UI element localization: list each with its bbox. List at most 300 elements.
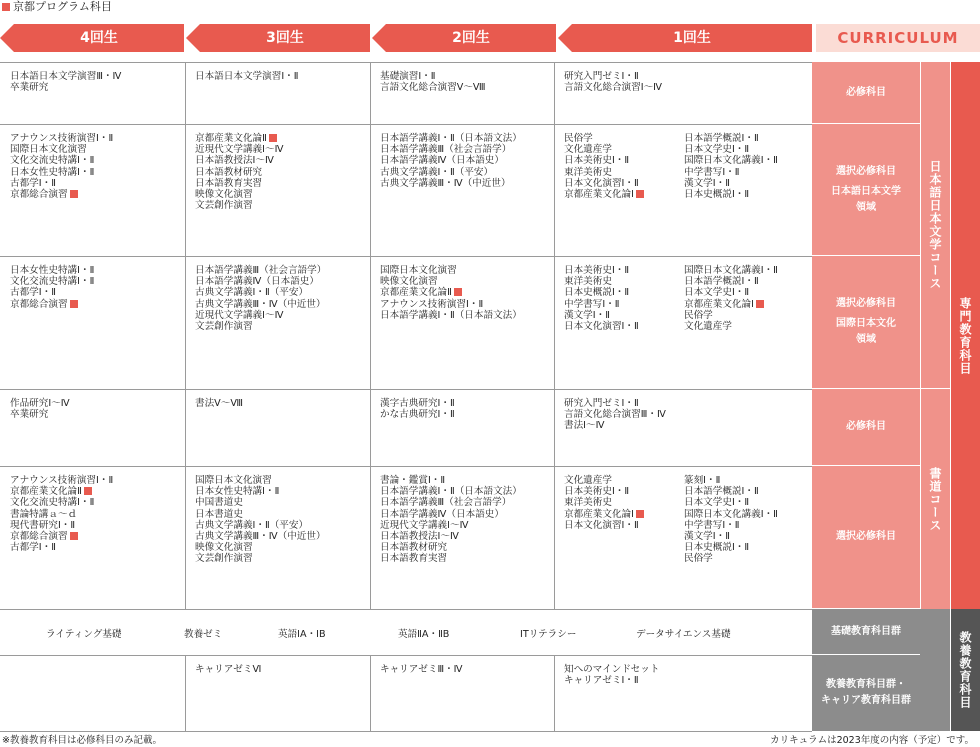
course-name: 日本語学講義Ⅳ（日本語史）: [195, 276, 319, 288]
course-name: 民俗学: [684, 309, 713, 321]
course-name: 研究入門ゼミⅠ・Ⅱ: [564, 398, 639, 409]
basic-course-item: 教養ゼミ: [184, 629, 223, 640]
course-item: [195, 531, 370, 542]
curriculum-cell: [676, 256, 812, 389]
course-item: [10, 144, 185, 155]
course-item: [10, 475, 185, 486]
course-item: [564, 675, 812, 686]
course-name: キャリアゼミⅢ・Ⅳ: [380, 664, 463, 675]
kyoto-program-marker-icon: [636, 510, 644, 518]
course-item: [684, 265, 812, 276]
course-name: 古典文学講義Ⅲ・Ⅳ（中近世）: [195, 298, 326, 310]
course-name: アナウンス技術演習Ⅰ・Ⅱ: [10, 133, 114, 144]
course-item: [564, 276, 676, 287]
course-name: 日本語教育実習: [380, 553, 448, 565]
course-item: [684, 155, 812, 166]
course-item: [380, 310, 554, 321]
course-item: [380, 409, 554, 420]
course-name: 民俗学: [564, 133, 593, 144]
course-name: 文芸創作演習: [195, 321, 253, 333]
course-label-nihongo: 日本語日本文学コース: [920, 62, 950, 389]
course-item: [684, 299, 812, 310]
course-name: 知へのマインドセット: [564, 664, 660, 675]
kyoto-program-marker-icon: [269, 134, 277, 142]
course-item: [380, 71, 554, 82]
category-label: [812, 389, 920, 466]
course-item: [10, 509, 185, 520]
course-name: 文化遺産学: [564, 144, 612, 156]
course-item: [10, 542, 185, 553]
course-item: [564, 409, 812, 420]
course-item: [564, 520, 676, 531]
course-item: [684, 497, 812, 508]
category-text: 教養教育科目群・: [826, 679, 906, 690]
course-item: [195, 398, 370, 409]
course-item: [684, 321, 812, 332]
course-item: [380, 664, 554, 675]
course-name: 京都産業文化論Ⅱ: [380, 287, 452, 299]
course-name: 近現代文学講義Ⅰ〜Ⅳ: [195, 309, 284, 321]
course-name: 言語文化総合演習Ⅰ〜Ⅳ: [564, 82, 663, 94]
course-item: [684, 475, 812, 486]
course-item: [684, 542, 812, 553]
curriculum-cell: [676, 466, 812, 609]
category-text: 国際日本文化: [836, 318, 896, 329]
course-name: 日本文学史Ⅰ・Ⅱ: [684, 497, 750, 509]
basic-course-item: データサイエンス基礎: [636, 629, 731, 640]
year-label-3: 3回生: [266, 30, 304, 46]
course-name: アナウンス技術演習Ⅰ・Ⅱ: [380, 298, 484, 310]
course-item: [195, 299, 370, 310]
course-item: [380, 144, 554, 155]
course-item: [10, 409, 185, 420]
course-item: [564, 82, 812, 93]
course-name: 日本美術史Ⅰ・Ⅱ: [564, 265, 630, 276]
course-name: 日本文化演習Ⅰ・Ⅱ: [564, 321, 639, 333]
category-fill: [920, 609, 950, 731]
course-item: [10, 486, 185, 497]
curriculum-cell: [370, 256, 554, 389]
course-name: 中学書写Ⅰ・Ⅱ: [684, 166, 740, 178]
course-name: 研究入門ゼミⅠ・Ⅱ: [564, 71, 639, 82]
course-name: 文化遺産学: [684, 321, 732, 333]
course-item: [564, 71, 812, 82]
curriculum-cell: [185, 389, 370, 466]
row-divider: [0, 609, 812, 610]
curriculum-cell: [370, 62, 554, 124]
course-item: [564, 299, 676, 310]
category-text: 選択必修科目: [836, 165, 896, 177]
course-item: [195, 486, 370, 497]
course-item: [10, 276, 185, 287]
category-text: 領域: [856, 334, 876, 345]
course-item: [195, 178, 370, 189]
course-name: 日本語学講義Ⅲ（社会言語学）: [380, 497, 512, 509]
course-name: 国際日本文化講義Ⅰ・Ⅱ: [684, 155, 778, 167]
course-name: 京都産業文化論Ⅰ: [564, 508, 634, 520]
course-item: [195, 520, 370, 531]
course-item: [10, 265, 185, 276]
course-name: 日本女性史特講Ⅰ・Ⅱ: [10, 265, 95, 276]
curriculum-cell: [0, 655, 185, 731]
course-item: [564, 310, 676, 321]
course-name: 日本史概説Ⅰ・Ⅱ: [564, 287, 630, 299]
course-name: 基礎演習Ⅰ・Ⅱ: [380, 71, 436, 82]
course-name: 日本語学概説Ⅰ・Ⅱ: [684, 276, 759, 288]
course-item: [195, 155, 370, 166]
course-name: 日本語教材研究: [380, 542, 448, 554]
course-name: 古都学Ⅰ・Ⅱ: [10, 287, 56, 299]
curriculum-cell: [0, 256, 185, 389]
course-item: [10, 71, 185, 82]
course-name: 古典文学講義Ⅰ・Ⅱ（平安）: [195, 519, 309, 531]
category-text: 選択必修科目: [836, 298, 896, 309]
curriculum-cell: [0, 389, 185, 466]
course-name: 日本書道史: [195, 508, 243, 520]
course-name: 文化交流史特講Ⅰ・Ⅱ: [10, 276, 95, 288]
curriculum-cell: [370, 389, 554, 466]
course-name: 日本文化演習Ⅰ・Ⅱ: [564, 519, 639, 531]
curriculum-cell: [676, 124, 812, 256]
course-name: 日本語学講義Ⅲ（社会言語学）: [380, 144, 512, 156]
course-item: [564, 265, 676, 276]
course-name: 京都産業文化論Ⅱ: [195, 133, 267, 144]
course-name: 作品研究Ⅰ〜Ⅳ: [10, 398, 70, 409]
basic-course-item: ライティング基礎: [46, 629, 122, 640]
year-label-1: 1回生: [673, 30, 711, 46]
category-text: 選択必修科目: [836, 531, 896, 542]
course-item: [195, 509, 370, 520]
course-name: 日本語学講義Ⅳ（日本語史）: [380, 508, 504, 520]
course-item: [380, 299, 554, 310]
course-item: [684, 167, 812, 178]
course-name: 日本語学講義Ⅰ・Ⅱ（日本語文法）: [380, 133, 522, 144]
course-name: 国際日本文化講義Ⅰ・Ⅱ: [684, 508, 778, 520]
course-name: 古都学Ⅰ・Ⅱ: [10, 542, 56, 554]
course-label-shodo: 書道コース: [920, 389, 950, 609]
course-name: 日本女性史特講Ⅰ・Ⅱ: [10, 166, 95, 178]
curriculum-cell: [0, 62, 185, 124]
course-item: [10, 189, 185, 200]
year-label-2: 2回生: [452, 30, 490, 46]
course-name: 京都産業文化論Ⅱ: [10, 486, 82, 498]
category-label-career: [812, 655, 920, 731]
course-name: 古都学Ⅰ・Ⅱ: [10, 177, 56, 189]
course-name: 日本史概説Ⅰ・Ⅱ: [684, 189, 750, 201]
course-name: 日本語教材研究: [195, 166, 263, 178]
course-item: [564, 664, 812, 675]
course-item: [380, 167, 554, 178]
basic-course-item: ITリテラシー: [520, 629, 577, 640]
course-name: 漢文学Ⅰ・Ⅱ: [684, 531, 730, 543]
course-name: 京都総合演習: [10, 298, 68, 310]
course-item: [10, 398, 185, 409]
curriculum-cell: [554, 124, 676, 256]
course-name: 書論・鑑賞Ⅰ・Ⅱ: [380, 475, 446, 486]
curriculum-cell: [185, 466, 370, 609]
course-item: [684, 133, 812, 144]
curriculum-cell: [370, 124, 554, 256]
course-name: 書法Ⅴ〜Ⅷ: [195, 398, 243, 409]
course-item: [380, 553, 554, 564]
course-item: [10, 82, 185, 93]
course-item: [380, 155, 554, 166]
category-label: [812, 256, 920, 389]
course-item: [195, 144, 370, 155]
course-item: [10, 299, 185, 310]
course-item: [380, 265, 554, 276]
course-name: 中学書写Ⅰ・Ⅱ: [564, 298, 620, 310]
course-name: 映像文化演習: [380, 276, 438, 288]
course-name: 東洋美術史: [564, 497, 612, 509]
course-item: [564, 321, 676, 332]
course-name: 古典文学講義Ⅰ・Ⅱ（平安）: [195, 287, 309, 299]
course-item: [195, 200, 370, 211]
course-name: 日本語教授法Ⅰ〜Ⅳ: [380, 531, 459, 543]
course-name: 日本語教育実習: [195, 177, 263, 189]
category-label: [812, 62, 920, 124]
curriculum-cell: [185, 256, 370, 389]
legend-marker-icon: [2, 3, 10, 11]
course-item: [380, 520, 554, 531]
course-name: 日本女性史特講Ⅰ・Ⅱ: [195, 486, 280, 498]
course-item: [380, 542, 554, 553]
course-item: [380, 398, 554, 409]
course-name: 日本語学概説Ⅰ・Ⅱ: [684, 133, 759, 144]
category-text: 必修科目: [846, 421, 886, 432]
curriculum-cell: [0, 124, 185, 256]
course-item: [380, 497, 554, 508]
kyoto-program-marker-icon: [454, 288, 462, 296]
course-name: 卒業研究: [10, 409, 49, 421]
legend: [2, 0, 112, 14]
course-name: 文化交流史特講Ⅰ・Ⅱ: [10, 497, 95, 509]
curriculum-cell: [554, 62, 812, 124]
course-item: [195, 265, 370, 276]
course-name: 書法Ⅰ〜Ⅳ: [564, 420, 605, 432]
course-item: [564, 167, 676, 178]
course-name: 日本語学講義Ⅲ（社会言語学）: [195, 265, 327, 276]
row-divider: [0, 731, 812, 732]
course-name: キャリアゼミⅠ・Ⅱ: [564, 675, 639, 687]
course-name: 言語文化総合演習Ⅲ・Ⅳ: [564, 409, 666, 421]
course-item: [380, 509, 554, 520]
course-name: 映像文化演習: [195, 542, 253, 554]
course-item: [195, 664, 370, 675]
course-name: 中国書道史: [195, 497, 243, 509]
kyoto-program-marker-icon: [84, 487, 92, 495]
course-name: 日本語学概説Ⅰ・Ⅱ: [684, 486, 759, 498]
course-name: 京都総合演習: [10, 531, 68, 543]
curriculum-cell: [0, 466, 185, 609]
course-item: [380, 178, 554, 189]
course-item: [195, 553, 370, 564]
course-name: かな古典研究Ⅰ・Ⅱ: [380, 409, 455, 421]
course-item: [684, 287, 812, 298]
curriculum-label: CURRICULUM: [816, 24, 980, 52]
year-label-4: 4回生: [80, 30, 118, 46]
course-item: [380, 133, 554, 144]
course-name: 文芸創作演習: [195, 200, 253, 212]
course-name: 日本語日本文学演習Ⅰ・Ⅱ: [195, 71, 299, 82]
course-item: [10, 178, 185, 189]
course-name: 日本美術史Ⅰ・Ⅱ: [564, 486, 630, 498]
kyoto-program-marker-icon: [756, 300, 764, 308]
curriculum-cell: [554, 256, 676, 389]
course-item: [195, 542, 370, 553]
curriculum-cell: [185, 655, 370, 731]
footnote-right: カリキュラムは2023年度の内容（予定）です。: [770, 735, 974, 746]
course-name: 民俗学: [684, 553, 713, 565]
curriculum-cell: [370, 466, 554, 609]
category-label-basic: 基礎教育科目群: [812, 609, 920, 655]
side-label-kyoyo: 教養教育科目: [950, 609, 980, 731]
course-name: 日本文学史Ⅰ・Ⅱ: [684, 287, 750, 299]
course-name: キャリアゼミⅥ: [195, 664, 262, 675]
course-name: 京都産業文化論Ⅰ: [564, 189, 634, 201]
course-name: 文芸創作演習: [195, 553, 253, 565]
course-item: [684, 144, 812, 155]
course-name: 文化交流史特講Ⅰ・Ⅱ: [10, 155, 95, 167]
legend-label: 京都プログラム科目: [13, 0, 112, 13]
course-item: [380, 531, 554, 542]
course-item: [684, 509, 812, 520]
course-item: [380, 287, 554, 298]
course-item: [380, 475, 554, 486]
course-item: [10, 287, 185, 298]
course-item: [564, 509, 676, 520]
course-item: [380, 486, 554, 497]
course-name: 映像文化演習: [195, 189, 253, 201]
course-name: 国際日本文化演習: [10, 144, 87, 156]
course-item: [380, 276, 554, 287]
course-name: 日本美術史Ⅰ・Ⅱ: [564, 155, 630, 167]
curriculum-cell: [185, 124, 370, 256]
kyoto-program-marker-icon: [636, 190, 644, 198]
course-name: 日本語学講義Ⅳ（日本語史）: [380, 155, 504, 167]
category-text: キャリア教育科目群: [821, 695, 911, 706]
course-item: [564, 420, 812, 431]
course-item: [195, 321, 370, 332]
course-item: [10, 497, 185, 508]
course-name: 言語文化総合演習Ⅴ〜Ⅷ: [380, 82, 486, 94]
course-name: 漢文学Ⅰ・Ⅱ: [564, 309, 610, 321]
category-label: [812, 466, 920, 609]
course-name: 漢字古典研究Ⅰ・Ⅱ: [380, 398, 455, 409]
course-item: [564, 155, 676, 166]
course-name: 東洋美術史: [564, 276, 612, 288]
course-item: [564, 398, 812, 409]
course-name: 漢文学Ⅰ・Ⅱ: [684, 177, 730, 189]
course-item: [195, 276, 370, 287]
course-name: 卒業研究: [10, 82, 49, 94]
course-item: [684, 531, 812, 542]
course-item: [684, 276, 812, 287]
curriculum-cell: [554, 466, 676, 609]
course-item: [195, 310, 370, 321]
curriculum-cell: [370, 655, 554, 731]
course-item: [564, 189, 676, 200]
course-item: [564, 475, 676, 486]
course-name: 日本語教授法Ⅰ〜Ⅳ: [195, 155, 274, 167]
course-item: [684, 189, 812, 200]
course-item: [195, 71, 370, 82]
course-name: 京都総合演習: [10, 189, 68, 201]
side-label-senmon: 専門教育科目: [950, 62, 980, 609]
category-text: 領域: [856, 201, 876, 213]
course-item: [195, 497, 370, 508]
course-item: [195, 287, 370, 298]
course-name: 日本語学講義Ⅰ・Ⅱ（日本語文法）: [380, 309, 522, 321]
course-item: [564, 133, 676, 144]
course-name: 書論特講ａ〜ｄ: [10, 508, 78, 520]
course-name: アナウンス技術演習Ⅰ・Ⅱ: [10, 475, 114, 486]
course-name: 日本語学講義Ⅰ・Ⅱ（日本語文法）: [380, 486, 522, 498]
course-item: [564, 486, 676, 497]
course-item: [195, 475, 370, 486]
category-label: [812, 124, 920, 256]
basic-course-item: 英語ⅠA・ⅠB: [278, 629, 326, 640]
course-item: [10, 155, 185, 166]
course-name: 国際日本文化講義Ⅰ・Ⅱ: [684, 265, 778, 276]
course-name: 古典文学講義Ⅲ・Ⅳ（中近世）: [195, 531, 326, 543]
course-name: 京都産業文化論Ⅰ: [684, 298, 754, 310]
course-name: 古典文学講義Ⅰ・Ⅱ（平安）: [380, 166, 494, 178]
footnote-left: ※教養教育科目は必修科目のみ記載。: [2, 735, 162, 746]
course-item: [564, 178, 676, 189]
course-item: [10, 133, 185, 144]
course-name: 近現代文学講義Ⅰ〜Ⅳ: [380, 519, 469, 531]
course-name: 国際日本文化演習: [380, 265, 457, 276]
course-item: [195, 189, 370, 200]
course-item: [684, 553, 812, 564]
course-item: [195, 167, 370, 178]
curriculum-cell: [185, 62, 370, 124]
course-item: [10, 520, 185, 531]
curriculum-cell: [554, 655, 812, 731]
course-name: 日本史概説Ⅰ・Ⅱ: [684, 542, 750, 554]
course-item: [564, 497, 676, 508]
course-item: [684, 486, 812, 497]
course-item: [564, 144, 676, 155]
course-name: 日本文化演習Ⅰ・Ⅱ: [564, 177, 639, 189]
course-name: 日本語日本文学演習Ⅲ・Ⅳ: [10, 71, 122, 82]
course-name: 国際日本文化演習: [195, 475, 272, 486]
course-name: 文化遺産学: [564, 475, 612, 486]
course-item: [380, 82, 554, 93]
category-text: 必修科目: [846, 86, 886, 98]
course-name: 古典文学講義Ⅲ・Ⅳ（中近世）: [380, 177, 511, 189]
course-name: 中学書写Ⅰ・Ⅱ: [684, 519, 740, 531]
course-item: [10, 167, 185, 178]
course-name: 現代書研究Ⅰ・Ⅱ: [10, 519, 76, 531]
course-name: 日本文学史Ⅰ・Ⅱ: [684, 144, 750, 156]
course-item: [10, 531, 185, 542]
curriculum-cell: [554, 389, 812, 466]
course-name: 近現代文学講義Ⅰ〜Ⅳ: [195, 144, 284, 156]
course-item: [684, 520, 812, 531]
category-text: 日本語日本文学: [831, 185, 901, 197]
course-name: 篆刻Ⅰ・Ⅱ: [684, 475, 721, 486]
course-item: [684, 310, 812, 321]
kyoto-program-marker-icon: [70, 190, 78, 198]
course-name: 東洋美術史: [564, 166, 612, 178]
basic-course-item: 英語ⅡA・ⅡB: [398, 629, 450, 640]
course-item: [684, 178, 812, 189]
course-item: [195, 133, 370, 144]
course-item: [564, 287, 676, 298]
kyoto-program-marker-icon: [70, 532, 78, 540]
